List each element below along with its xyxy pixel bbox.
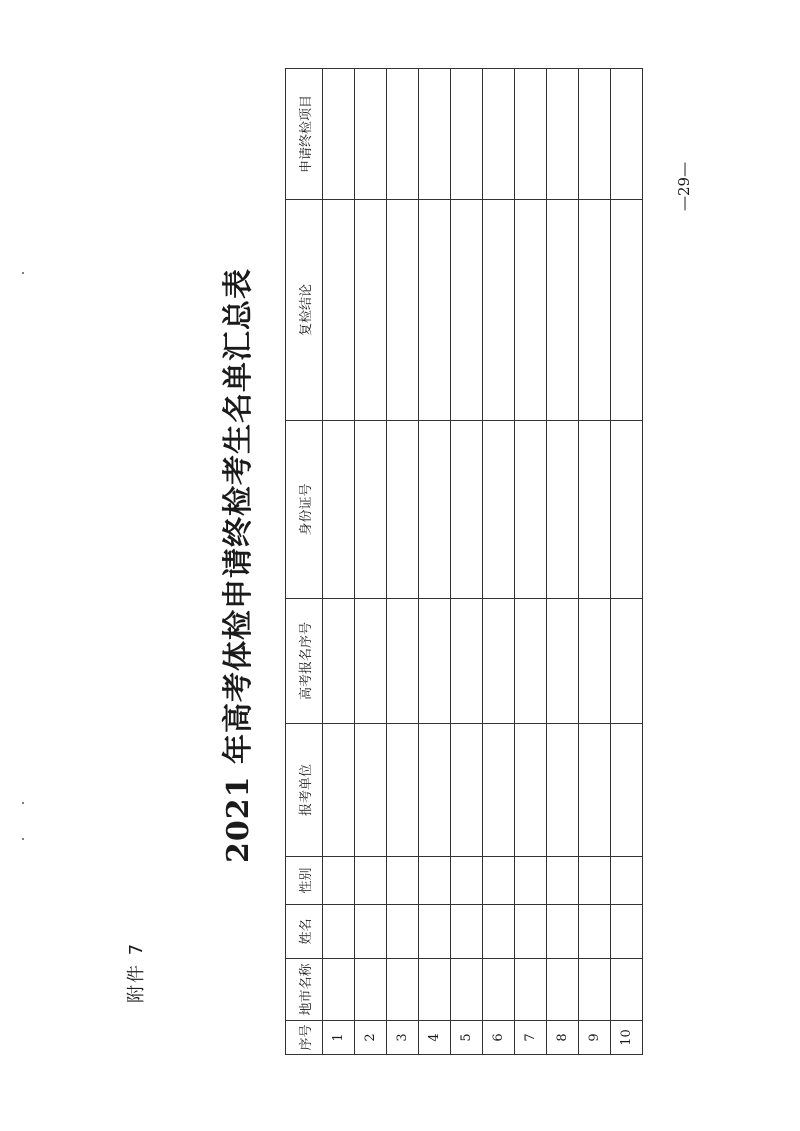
- cell-unit: [355, 724, 387, 857]
- cell-unit: [483, 724, 515, 857]
- cell-exam-number: [547, 599, 579, 724]
- cell-name: [419, 905, 451, 959]
- cell-gender: [547, 857, 579, 905]
- cell-name: [451, 905, 483, 959]
- cell-unit: [387, 724, 419, 857]
- cell-exam-number: [451, 599, 483, 724]
- cell-unit: [515, 724, 547, 857]
- cell-gender: [451, 857, 483, 905]
- cell-exam-number: [419, 599, 451, 724]
- cell-name: [323, 905, 355, 959]
- cell-recheck-conclusion: [387, 200, 419, 421]
- cell-id-number: [515, 421, 547, 599]
- cell-name: [387, 905, 419, 959]
- table-row: [515, 69, 547, 1055]
- cell-final-check-items: [451, 69, 483, 200]
- cell-final-check-items: [611, 69, 643, 200]
- scan-speck: [22, 802, 24, 804]
- cell-recheck-conclusion: [323, 200, 355, 421]
- cell-recheck-conclusion: [483, 200, 515, 421]
- cell-name: [355, 905, 387, 959]
- cell-recheck-conclusion: [579, 200, 611, 421]
- cell-index: 9: [579, 1021, 611, 1055]
- page-title: 2021 年高考体检申请终检考生名单汇总表: [221, 268, 256, 863]
- cell-recheck-conclusion: [547, 200, 579, 421]
- cell-id-number: [579, 421, 611, 599]
- table-row: [547, 69, 579, 1055]
- cell-final-check-items: [387, 69, 419, 200]
- cell-id-number: [419, 421, 451, 599]
- header-recheck-conclusion: 复检结论: [286, 200, 323, 421]
- cell-city: [515, 959, 547, 1021]
- cell-city: [547, 959, 579, 1021]
- cell-city: [355, 959, 387, 1021]
- cell-id-number: [387, 421, 419, 599]
- scan-speck: [22, 838, 24, 840]
- header-gender: 性别: [286, 857, 323, 905]
- header-final-check-items: 申请终检项目: [286, 69, 323, 200]
- table-row: [611, 69, 643, 1055]
- cell-id-number: [323, 421, 355, 599]
- table-row: [387, 69, 419, 1055]
- header-name: 姓名: [286, 905, 323, 959]
- cell-exam-number: [355, 599, 387, 724]
- cell-exam-number: [483, 599, 515, 724]
- cell-id-number: [483, 421, 515, 599]
- cell-final-check-items: [419, 69, 451, 200]
- cell-name: [515, 905, 547, 959]
- cell-id-number: [355, 421, 387, 599]
- cell-index: 2: [355, 1021, 387, 1055]
- cell-unit: [579, 724, 611, 857]
- cell-index: 7: [515, 1021, 547, 1055]
- cell-city: [579, 959, 611, 1021]
- cell-gender: [355, 857, 387, 905]
- header-id-number: 身份证号: [286, 421, 323, 599]
- cell-index: 5: [451, 1021, 483, 1055]
- cell-index: 4: [419, 1021, 451, 1055]
- header-exam-number: 高考报名序号: [286, 599, 323, 724]
- table-row: [579, 69, 611, 1055]
- cell-index: 1: [323, 1021, 355, 1055]
- cell-exam-number: [387, 599, 419, 724]
- cell-recheck-conclusion: [611, 200, 643, 421]
- table-row: [419, 69, 451, 1055]
- cell-final-check-items: [323, 69, 355, 200]
- table-row: [483, 69, 515, 1055]
- summary-table: [285, 68, 643, 1055]
- header-unit: 报考单位: [286, 724, 323, 857]
- cell-name: [547, 905, 579, 959]
- cell-recheck-conclusion: [515, 200, 547, 421]
- cell-city: [323, 959, 355, 1021]
- header-city: 地市名称: [286, 959, 323, 1021]
- cell-gender: [323, 857, 355, 905]
- cell-name: [579, 905, 611, 959]
- cell-city: [419, 959, 451, 1021]
- cell-unit: [323, 724, 355, 857]
- scan-speck: [22, 272, 24, 274]
- cell-id-number: [547, 421, 579, 599]
- cell-recheck-conclusion: [451, 200, 483, 421]
- cell-unit: [419, 724, 451, 857]
- cell-exam-number: [323, 599, 355, 724]
- cell-index: 6: [483, 1021, 515, 1055]
- cell-city: [611, 959, 643, 1021]
- cell-recheck-conclusion: [419, 200, 451, 421]
- cell-city: [387, 959, 419, 1021]
- cell-name: [483, 905, 515, 959]
- cell-exam-number: [515, 599, 547, 724]
- cell-unit: [547, 724, 579, 857]
- cell-final-check-items: [355, 69, 387, 200]
- cell-city: [451, 959, 483, 1021]
- cell-unit: [611, 724, 643, 857]
- cell-id-number: [611, 421, 643, 599]
- cell-id-number: [451, 421, 483, 599]
- cell-gender: [515, 857, 547, 905]
- attachment-label: 附件 7: [126, 941, 147, 1003]
- cell-exam-number: [611, 599, 643, 724]
- cell-city: [483, 959, 515, 1021]
- cell-unit: [451, 724, 483, 857]
- cell-index: 8: [547, 1021, 579, 1055]
- cell-index: 10: [611, 1021, 643, 1055]
- cell-recheck-conclusion: [355, 200, 387, 421]
- cell-index: 3: [387, 1021, 419, 1055]
- cell-final-check-items: [547, 69, 579, 200]
- cell-final-check-items: [483, 69, 515, 200]
- table-row: [323, 69, 355, 1055]
- header-index: 序号: [286, 1021, 323, 1055]
- header-row: [286, 69, 323, 1055]
- cell-gender: [387, 857, 419, 905]
- cell-gender: [483, 857, 515, 905]
- cell-name: [611, 905, 643, 959]
- table-row: [355, 69, 387, 1055]
- cell-gender: [579, 857, 611, 905]
- cell-gender: [419, 857, 451, 905]
- page-number: —29—: [675, 161, 693, 211]
- cell-exam-number: [579, 599, 611, 724]
- cell-final-check-items: [515, 69, 547, 200]
- table-row: [451, 69, 483, 1055]
- cell-final-check-items: [579, 69, 611, 200]
- cell-gender: [611, 857, 643, 905]
